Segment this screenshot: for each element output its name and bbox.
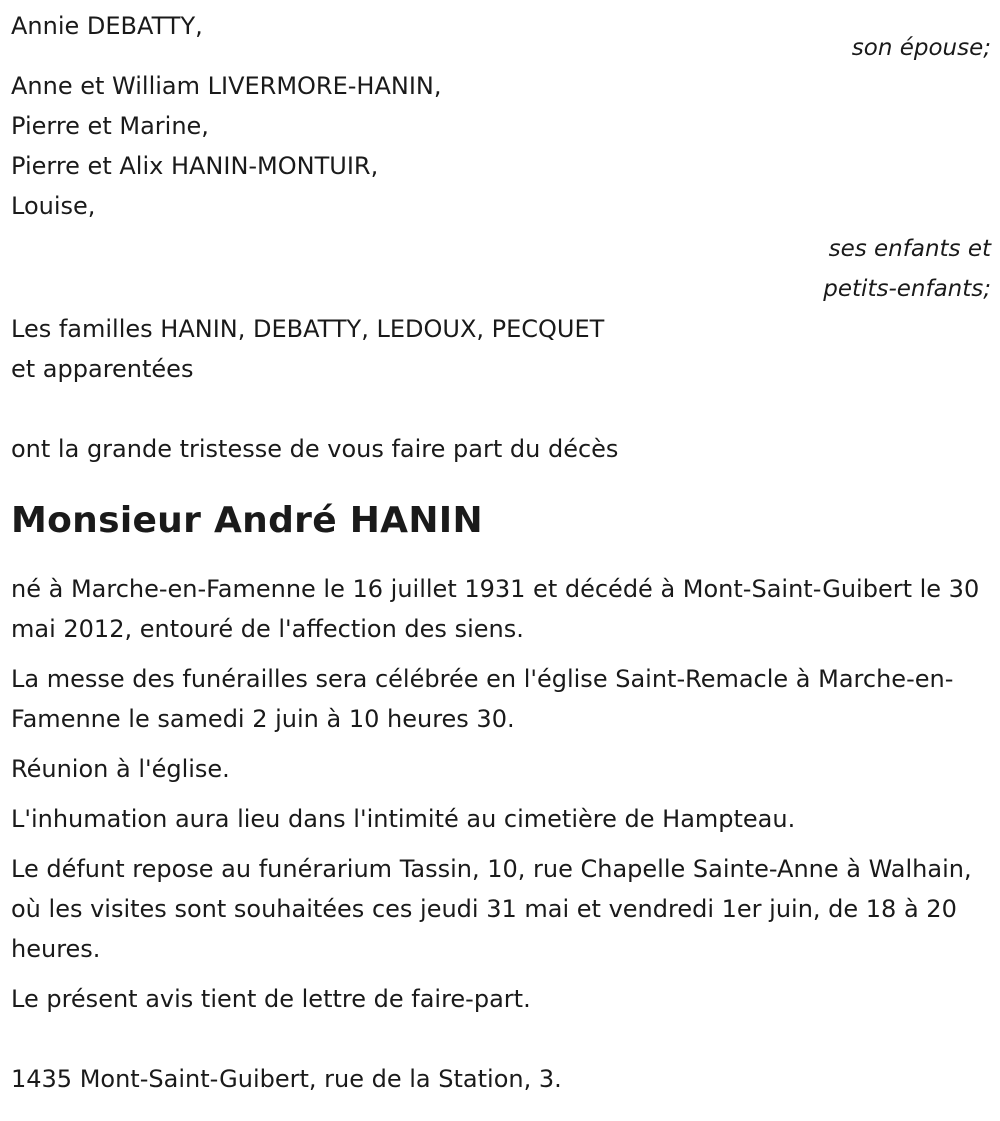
detail-paragraph-meeting: Réunion à l'église.	[11, 755, 230, 783]
families-line-2: et apparentées	[11, 355, 194, 383]
details-block	[11, 569, 996, 1019]
children-role-line-2: petits-enfants;	[823, 276, 991, 302]
detail-paragraph-burial: L'inhumation aura lieu dans l'intimité au cimetière de Hampteau.	[11, 805, 796, 833]
detail-paragraph-funerarium: Le défunt repose au funérarium Tassin, 10, rue Chapelle Sainte-Anne à Walhain, où les visites sont souhaitées ces jeudi 31 mai et vendredi 1er juin, de 18 à 20 heures.	[11, 855, 972, 963]
detail-paragraph-notice: Le présent avis tient de lettre de faire-part.	[11, 985, 531, 1013]
detail-paragraph-birth-death: né à Marche-en-Famenne le 16 juillet 1931 et décédé à Mont-Saint-Guibert le 30 mai 2012, entouré de l'affection des siens.	[11, 575, 980, 643]
announcement-text: ont la grande tristesse de vous faire part du décès	[11, 435, 619, 463]
spouse-role: son épouse;	[851, 35, 991, 61]
spouse-name: Annie DEBATTY,	[11, 12, 203, 40]
families-line-1: Les familles HANIN, DEBATTY, LEDOUX, PECQUET	[11, 315, 605, 343]
deceased-name: Monsieur André HANIN	[11, 500, 483, 541]
children-line-3: Pierre et Alix HANIN-MONTUIR,	[11, 152, 379, 180]
family-address: 1435 Mont-Saint-Guibert, rue de la Station, 3.	[11, 1065, 562, 1093]
children-line-4: Louise,	[11, 192, 96, 220]
children-line-2: Pierre et Marine,	[11, 112, 209, 140]
children-role-line-1: ses enfants et	[828, 236, 991, 262]
children-line-1: Anne et William LIVERMORE-HANIN,	[11, 72, 442, 100]
obituary-notice	[11, 0, 991, 1099]
detail-paragraph-funeral-mass: La messe des funérailles sera célébrée en l'église Saint-Remacle à Marche-en-Famenne le samedi 2 juin à 10 heures 30.	[11, 665, 954, 733]
